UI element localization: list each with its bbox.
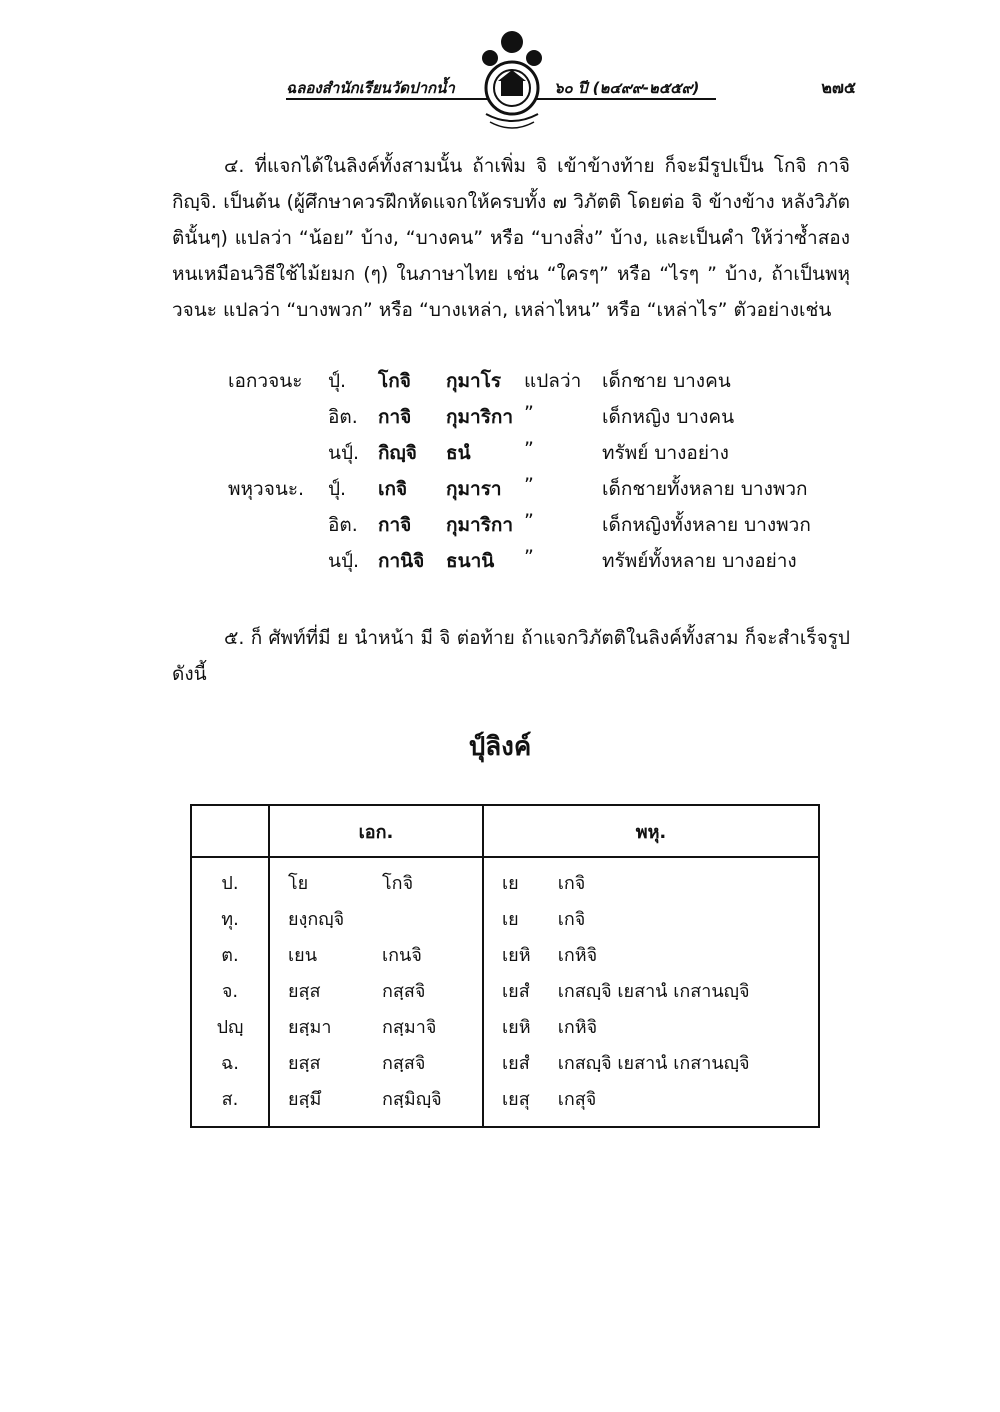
example-noun: กุมาริกา [446, 406, 514, 428]
plural-form-alt: เยสานํ [617, 1052, 668, 1074]
table-row [191, 1080, 819, 1127]
ekavacana-form: ยสฺมึ [269, 1080, 382, 1127]
example-meaning: เด็กหญิงทั้งหลาย บางพวก [602, 514, 811, 536]
case-label: ฉ. [221, 1052, 239, 1074]
ekavacana-form: โย [269, 857, 382, 900]
table-header-row [191, 805, 819, 857]
ekavacana-form: ยงฺกญฺจิ [269, 900, 382, 936]
temple-school-emblem-icon [470, 28, 554, 138]
ekavacana-jiform: กสฺสจิ [382, 1052, 426, 1074]
paragraph-5 [172, 620, 850, 692]
example-translate-mark: ” [524, 474, 534, 496]
example-pronoun: กาจิ [378, 406, 412, 428]
example-translate-mark: ” [524, 510, 534, 532]
example-gender: อิต. [328, 406, 358, 428]
plural-form: เยสํ [502, 980, 530, 1002]
header-bahuvacana: พหุ. [483, 805, 819, 857]
paragraph-4 [172, 148, 850, 328]
header-title: ฉลองสำนักเรียนวัดปากน้ำ [286, 79, 455, 97]
example-noun: กุมาโร [446, 370, 502, 392]
paragraph-5-text: ๕. ก็ ศัพท์ที่มี ย นำหน้า มี จิ ต่อท้าย ถ้าแจกวิภัตติในลิงค์ทั้งสาม ก็จะสำเร็จรูปดังนี้ [172, 627, 850, 685]
bahuvacana-forms [483, 900, 819, 936]
example-gender: ปุ์. [328, 370, 347, 392]
table-row [191, 936, 819, 972]
example-meaning: เด็กชายทั้งหลาย บางพวก [602, 478, 808, 500]
example-number: พหุวจนะ. [228, 478, 305, 500]
ekavacana-jiform: กสฺมิญฺจิ [382, 1088, 442, 1110]
example-number: เอกวจนะ [228, 370, 303, 392]
bahuvacana-forms [483, 936, 819, 972]
example-pronoun: โกจิ [378, 370, 411, 392]
case-label: ทุ. [221, 908, 239, 930]
plural-jiform: เกจิ [557, 908, 586, 930]
plural-form: เยหิ [502, 944, 531, 966]
table-row [191, 1008, 819, 1044]
example-meaning: เด็กหญิง บางคน [602, 406, 735, 428]
example-noun: กุมารา [446, 478, 502, 500]
example-translate-mark: ” [524, 402, 534, 424]
example-meaning: เด็กชาย บางคน [602, 370, 731, 392]
case-label: ต. [221, 944, 239, 966]
plural-jiform: เกหิจิ [557, 944, 598, 966]
ekavacana-jiform: กสฺสจิ [382, 980, 426, 1002]
ekavacana-form: ยสฺมา [269, 1008, 382, 1044]
example-pronoun: เกจิ [378, 478, 408, 500]
table-row [191, 1044, 819, 1080]
example-meaning: ทรัพย์ บางอย่าง [602, 442, 729, 464]
bahuvacana-forms [483, 1044, 819, 1080]
case-label: ป. [221, 872, 239, 894]
bahuvacana-forms [483, 857, 819, 900]
bahuvacana-forms [483, 1008, 819, 1044]
table-row [191, 900, 819, 936]
header-case [191, 805, 269, 857]
plural-form: เยหิ [502, 1016, 531, 1038]
header-ekavacana: เอก. [269, 805, 483, 857]
example-gender: อิต. [328, 514, 358, 536]
case-label: จ. [221, 980, 239, 1002]
example-gender: นปุ์. [328, 442, 360, 464]
table-row [191, 857, 819, 900]
ekavacana-form: ยสฺส [269, 972, 382, 1008]
table-row [191, 972, 819, 1008]
plural-form-alt: เยสานํ [617, 980, 668, 1002]
plural-jiform: เกหิจิ [557, 1016, 598, 1038]
plural-jiform-alt: เกสานญฺจิ [673, 980, 750, 1002]
plural-form: เย [502, 872, 519, 894]
example-meaning: ทรัพย์ทั้งหลาย บางอย่าง [602, 550, 797, 572]
plural-form: เยสํ [502, 1052, 530, 1074]
example-gender: นปุ์. [328, 550, 360, 572]
example-gender: ปุ์. [328, 478, 347, 500]
example-translate-mark: ” [524, 546, 534, 568]
case-label: ส. [221, 1088, 239, 1110]
ekavacana-jiform: เกนจิ [382, 944, 422, 966]
example-pronoun: กาจิ [378, 514, 412, 536]
header-anniversary: ๖๐ ปี (๒๔๙๙-๒๕๕๙) [554, 79, 700, 97]
ekavacana-jiform [382, 900, 483, 936]
declension-table [190, 804, 820, 1128]
example-pronoun: กิญฺจิ [378, 442, 417, 464]
ekavacana-jiform: กสฺมาจิ [382, 1016, 437, 1038]
plural-jiform: เกสญฺจิ [557, 1052, 612, 1074]
plural-jiform: เกสญฺจิ [557, 980, 612, 1002]
page-number: ๒๗๕ [821, 78, 856, 97]
example-noun: ธนํ [446, 442, 471, 464]
ekavacana-form: ยสฺส [269, 1044, 382, 1080]
ekavacana-form: เยน [269, 936, 382, 972]
plural-form: เย [502, 908, 519, 930]
example-translate-mark: แปลว่า [524, 370, 582, 392]
case-label: ปญฺ [216, 1016, 244, 1038]
plural-jiform: เกสุจิ [557, 1088, 597, 1110]
plural-form: เยสุ [502, 1088, 530, 1110]
plural-jiform-alt: เกสานญฺจิ [673, 1052, 750, 1074]
example-noun: กุมาริกา [446, 514, 514, 536]
plural-jiform: เกจิ [557, 872, 586, 894]
example-pronoun: กานิจิ [378, 550, 425, 572]
bahuvacana-forms [483, 1080, 819, 1127]
page-header [286, 28, 856, 138]
example-translate-mark: ” [524, 438, 534, 460]
example-noun: ธนานิ [446, 550, 495, 572]
paragraph-4-text: ๔. ที่แจกได้ในลิงค์ทั้งสามนั้น ถ้าเพิ่ม จิ เข้าข้างท้าย ก็จะมีรูปเป็น โกจิ กาจิ กิญฺจิ. เป็นต้น (ผู้ศึกษาควรฝึกหัดแจกให้ครบทั้ง ๗ วิภัตติ โดยต่อ จิ ข้างข้าง หลังวิภัตตินั้นๆ) แปลว่า “น้อย” บ้าง, “บางคน” หรือ “บางสิ่ง” บ้าง, และเป็นคำ ให้ว่าซ้ำสองหนเหมือนวิธีใช้ไม้ยมก (ๆ) ในภาษาไทย เช่น “ใครๆ” หรือ “ไรๆ ” บ้าง, ถ้าเป็นพหุวจนะ แปลว่า “บางพวก” หรือ “บางเหล่า, เหล่าไหน” หรือ “เหล่าไร” ตัวอย่างเช่น [172, 155, 850, 321]
ekavacana-jiform: โกจิ [382, 872, 414, 894]
bahuvacana-forms [483, 972, 819, 1008]
section-title: ปุ์ลิงค์ [468, 732, 532, 762]
